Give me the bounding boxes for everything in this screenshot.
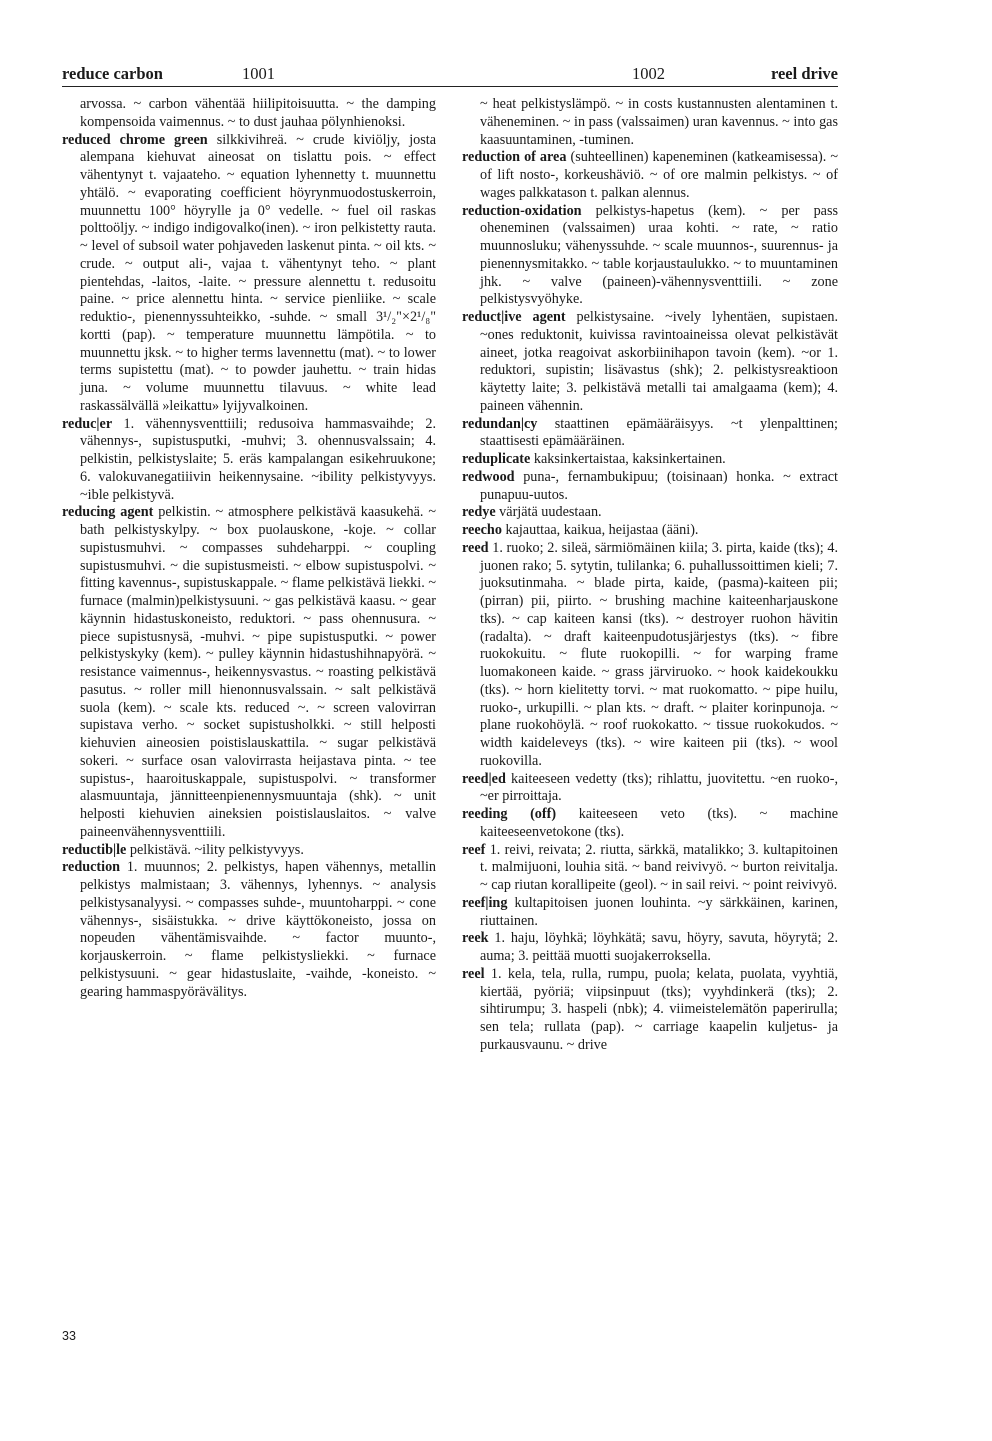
dictionary-entry [62, 132, 436, 416]
entry-definition: kaksinkertaistaa, kaksinkertainen. [530, 451, 726, 467]
entry-headword: reef|ing [462, 894, 508, 911]
entry-headword: reduction [62, 859, 121, 876]
entry-definition: pelkistin. ~ atmosphere pelkistävä kaasukehä. ~ bath pelkistyskylpy. ~ box puolauskone, -koje. ~ collar supistusmuhvi. ~ compasses suhdeharppi. ~ coupling supistusmuhvi. ~ die supistusmeisti. ~ elbow supistuspolvi. ~ fitting kavennus-, supistuskappale. ~ flame pelkistävä liekki. ~ furnace (malmin)pelkistysuuni. ~ gas pelkistävä kaasu. ~ gear käynnin hidastuskoneisto, reduktori. ~ pass ohennusura. ~ piece supistusnysä, -muhvi. ~ pipe supistusputki. ~ power pelkistyskyky (kem). ~ pulley käynnin hidastushihnapyörä. ~ resistance vaimennus-, heikennysvastus. ~ roasting pelkistävä pasutus. ~ roller mill hienonnusvalssain. ~ salt pelkistävä suola (kem). ~ scale kts. reduced ~. ~ screen valovirran supistava verho. ~ socket supistusholkki. ~ still helposti kiehuvien aineosien poistislauskattila. ~ sugar pelkistävä sokeri. ~ surface osan valovirrasta heijastava pinta. ~ tee supistus-, haaroituskappale, supistuspolvi. ~ transformer alasmuuntaja, jännitteenpienennysmuuntaja (shk). ~ unit helposti kiehuvien aineksien poistislauslaitos. ~ valve paineenvähennysventtiili. [80, 504, 436, 840]
entry-headword: reducing agent [62, 504, 154, 521]
dictionary-entry [462, 842, 838, 895]
page-header [62, 64, 838, 87]
dictionary-entry [462, 504, 838, 522]
entry-headword: reduct|ive agent [462, 309, 566, 325]
entry-definition: pelkistysaine. ~ively lyhentäen, supistaen. ~ones reduktonit, kuivissa ravintoaineissa olevat pelkistävät aineet, jotka reagoivat askorbiinihapon tavoin (kem). ~or 1. reduktori, supistin; lisävastus (shk); 2. pelkistysreaktioon käytetty laite; 3. pelkistävä metalli tai amalgaama (kem); 4. paineen vähennin. [480, 309, 838, 414]
dictionary-entry [62, 859, 436, 1001]
dictionary-entry: ~ heat pelkistyslämpö. ~ in costs kustannusten alentaminen t. väheneminen. ~ in pass (valssaimen) uran kavennus. ~ into gas kaasuuntaminen, -tuminen. [480, 96, 838, 148]
entry-definition: kaiteeseen vedetty (tks); rihlattu, juovitettu. ~en ruoko-, ~er pirroittaja. [480, 770, 838, 805]
entry-definition: 1. muunnos; 2. pelkistys, hapen vähennys, metallin pelkistys malmistaan; 3. vähennys, lyhennys. ~ analysis pelkistysanalyysi. ~ compasses suhde-, muuntoharppi. ~ cone vähennys-, sisäistukka. ~ drive käyttökoneisto, jossa on nopeuden vähentämisvaihde. ~ factor muunto-, korjauskerroin. ~ flame pelkistysliekki. ~ furnace pelkistysuuni. ~ gear hidastuslaite, -vaihde, -koneisto. ~ gearing hammaspyörävälitys. [80, 859, 436, 1000]
entry-definition: 1. ruoko; 2. sileä, särmiömäinen kiila; 3. pirta, kaide (tks); 4. juonen rako; 5. sytytin, tulilanka; 6. puhallussoittimen kieli; 7. juoksutinmaha. ~ blade pirta, kaide, (pasma)-kaiteen pii; (pirran) pii, piirto. ~ brushing machine kaiteenharjauskone tks). ~ cap kaiteen kansi (tks). ~ destroyer ruohon hävitin (radalta). ~ draft kaiteenpudotusjärjestys (tks). ~ fibre ruokokuitu. ~ flute ruokopilli. ~ for warping frame luomakoneen kaide. ~ grass järviruoko. ~ hook kaidekoukku (tks). ~ horn kielitetty torvi. ~ mat ruokomatto. ~ pipe huilu, ruoko-, urkupilli. ~ plan kts. ~ draft. ~ plaiter korinpunoja. ~ plane ruokohöylä. ~ roof ruokokatto. ~ tissue ruokokudos. ~ width kaideleveys (tks). ~ wire kaiteen pii (tks). ~ wool ruokovilla. [480, 539, 838, 769]
left-column [62, 96, 436, 1001]
entry-definition: pelkistys-hapetus (kem). ~ per pass oheneminen (valssaimen) uraa kohti. ~ rate, ~ ratio muunnosluku; vähenyssuhde. ~ scale muunnos-, suurennus- ja pienennysmitakko. ~ table korjaustaulukko. ~ to muuntaminen jhk. ~ valve (paineen)-vähennysventtiili. ~ zone pelkistysvyöhyke. [480, 202, 838, 308]
left-guide-word: reduce carbon [62, 64, 163, 83]
entry-headword: reeding (off) [462, 806, 557, 822]
right-page-number: 1002 [632, 64, 665, 83]
dictionary-entry [462, 522, 838, 540]
entry-headword: reed|ed [462, 770, 506, 787]
entry-headword: reduction-oxidation [462, 202, 582, 219]
entry-definition: pelkistävä. ~ility pelkistyvyys. [126, 841, 304, 858]
dictionary-entry [462, 149, 838, 202]
entry-headword: redye [462, 504, 496, 521]
entry-headword: reduc|er [62, 415, 113, 432]
entry-headword: redundan|cy [462, 415, 538, 432]
dictionary-entry [462, 895, 838, 931]
entry-headword: reek [462, 930, 489, 947]
entry-definition: staattinen epämääräisyys. ~t ylenpalttinen; staattisesti epämääräinen. [480, 415, 838, 450]
left-page-number: 1001 [242, 64, 275, 83]
entry-definition: silkkivihreä. ~ crude kiviöljy, josta alempana kiehuvat aineosat on tislattu pois. ~ effect vähentynyt t. vajaateho. ~ equation lyhennetty t. muunnettu yhtälö. ~ evaporating coefficient höyrynmuodostuskerroin, muunnettu 100° höyrylle ja 0° vedelle. ~ fuel oil raskas polttoöljy. ~ indigo indigovalko(inen). ~ iron pelkistetty rauta. ~ level of subsoil water pohjaveden laskenut pinta. ~ oil kts. ~ crude. ~ output ali-, vajaa t. vähentynyt teho. ~ plant pientehdas, -laitos, -laite. ~ pressure alennettu t. redusoitu paine. ~ price alennettu hinta. ~ service pienliike. ~ scale reduktio-, pienennyssuhteikko, -suhde. ~ small 3¹/₂"×2¹/₈" kortti (pap). ~ temperature muunnettu lämpötila. ~ to muunnettu jksk. ~ to higher terms lavennettu (mat). ~ to lower terms supistettu (mat). ~ to powder jauhettu. ~ train hidas juna. ~ volume muunnettu tilavuus. ~ white lead raskassälvällä »leikattu» lyijyvalkoinen. [80, 131, 436, 414]
right-guide-word: reel drive [770, 64, 838, 83]
entry-headword: reef [462, 841, 486, 858]
dictionary-entry [62, 842, 436, 860]
entry-headword: reduced chrome green [62, 131, 208, 148]
dictionary-entry [462, 806, 838, 842]
entry-definition: kajauttaa, kaikua, heijastaa (ääni). [501, 522, 699, 538]
entry-definition: 1. haju, löyhkä; löyhkätä; savu, höyry, savuta, höyrytä; 2. auma; 3. peittää muotti suojakerroksella. [480, 930, 838, 964]
entry-headword: reecho [462, 522, 502, 538]
dictionary-entry [62, 504, 436, 841]
dictionary-entry [462, 309, 838, 416]
entry-definition: 1. vähennysventtiili; redusoiva hammasvaihde; 2. vähennys-, supistusputki, -muhvi; 3. ohennusvalssain; 4. pelkistin, pelkistyslaite; 5. eräs kampalangan esikehruukone; 6. valokuvanegatiiivin heikennysaine. ~ibility pelkistyvyys. ~ible pelkistyvä. [80, 415, 436, 503]
signature-number: 33 [62, 1329, 76, 1343]
entry-definition: kaiteeseen veto (tks). ~ machine kaiteeseenvetokone (tks). [480, 806, 838, 840]
entry-headword: reduction of area [462, 149, 567, 166]
dictionary-entry [462, 540, 838, 771]
entry-definition: värjätä uudestaan. [495, 504, 602, 521]
right-column [462, 96, 838, 1055]
entry-definition: (suhteellinen) kapeneminen (katkeamisessa). ~ of lift nosto-, korkeushäviö. ~ of ore malmin pelkistys. ~ of wages palkkatason t. palkan alennus. [480, 149, 838, 201]
entry-definition: 1. reivi, reivata; 2. riutta, särkkä, matalikko; 3. kultapitoinen t. malmijuoni, louhia sitä. ~ band reivivyö. ~ burton reivitalja. ~ cap riutan korallipeite (geol). ~ in sail reivi. ~ point reivivyö. [480, 841, 838, 893]
dictionary-entry [462, 451, 838, 469]
entry-headword: reductib|le [62, 841, 127, 858]
dictionary-entry [462, 930, 838, 966]
entry-headword: reduplicate [462, 451, 531, 467]
dictionary-entry [462, 469, 838, 505]
dictionary-entry [462, 771, 838, 807]
dictionary-entry [462, 966, 838, 1055]
entry-definition: 1. kela, tela, rulla, rumpu, puola; kelata, puolata, vyyhtiä, kiertää, pyöriä; viipsinpuut (tks); vyyhdinkerä (tks); 2. sihtirumpu; 3. haspeli (nbk); 4. viimeistelemätön paperirulla; sen tela; rullata (pap). ~ carriage kaapelin kuljetus- ja purkausvaunu. ~ drive [480, 965, 838, 1053]
entry-headword: reed [462, 539, 489, 556]
dictionary-entry [462, 416, 838, 452]
dictionary-entry [462, 203, 838, 310]
entry-definition: puna-, fernambukipuu; (toisinaan) honka. ~ extract punapuu-uutos. [480, 468, 838, 503]
entry-headword: reel [462, 965, 485, 982]
dictionary-entry [62, 416, 436, 505]
entry-definition: kultapitoisen juonen louhinta. ~y särkkäinen, karinen, riuttainen. [480, 894, 838, 929]
dictionary-entry: arvossa. ~ carbon vähentää hiilipitoisuutta. ~ the damping kompensoida vaimennus. ~ to dust jauhaa pölynhienoksi. [80, 96, 436, 130]
entry-headword: redwood [462, 468, 515, 485]
